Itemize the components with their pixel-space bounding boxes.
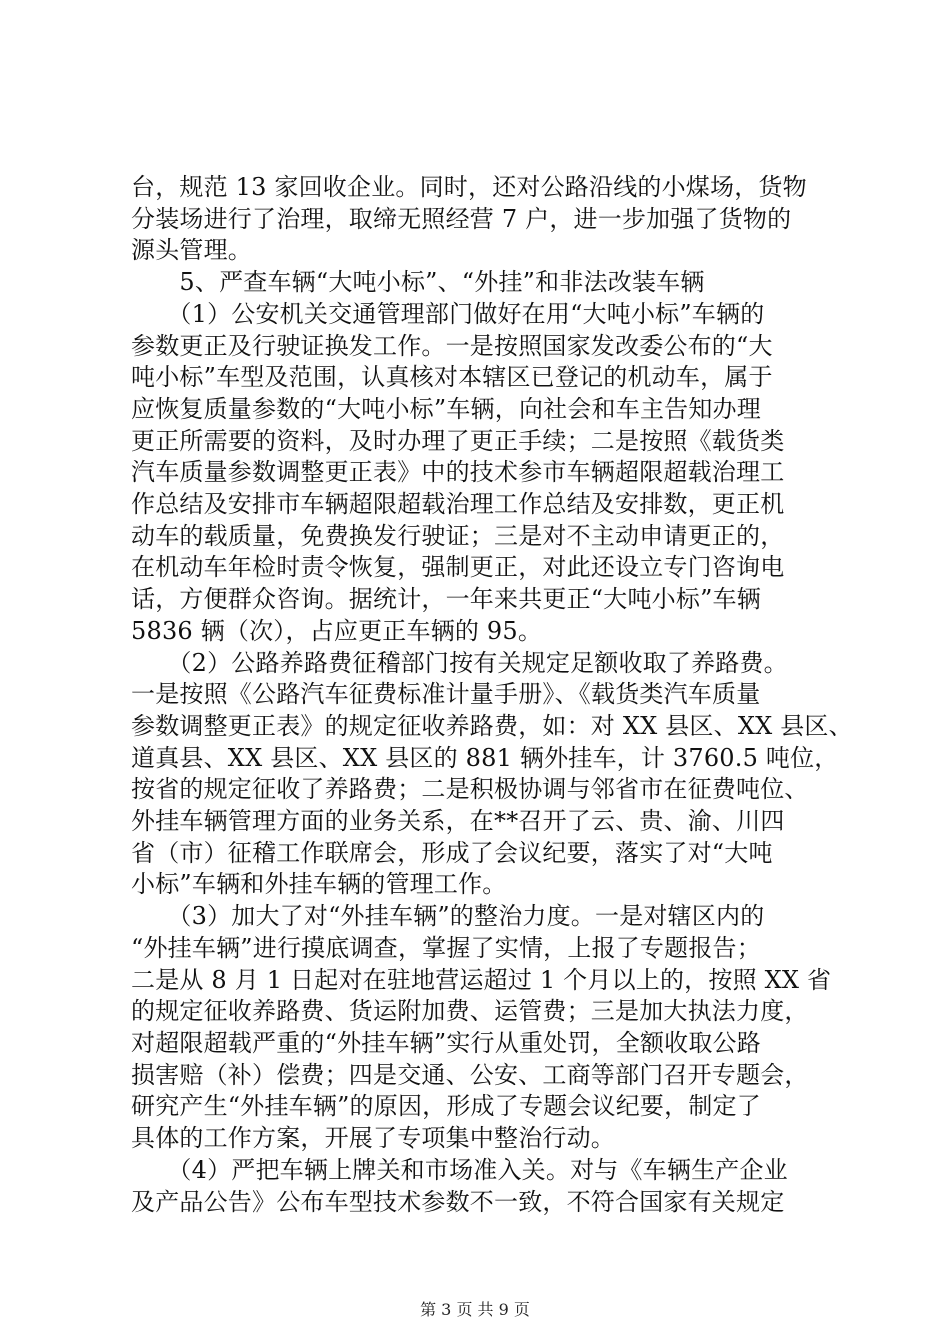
page-footer: 第 3 页 共 9 页 — [420, 1300, 530, 1319]
text-line: （1）公安机关交通管理部门做好在用“大吨小标”车辆的 — [131, 299, 765, 328]
document-body — [131, 172, 853, 1218]
text-line: 台，规范 13 家回收企业。同时，还对公路沿线的小煤场，货物 — [131, 173, 807, 201]
text-line: （3）加大了对“外挂车辆”的整治力度。一是对辖区内的 — [131, 902, 765, 931]
text-line: 具体的工作方案，开展了专项集中整治行动。 — [131, 1124, 615, 1153]
text-line: 更正所需要的资料，及时办理了更正手续；二是按照《载货类 — [131, 426, 785, 455]
text-line: 5、严查车辆“大吨小标”、“外挂”和非法改装车辆 — [131, 268, 705, 297]
text-line: 参数更正及行驶证换发工作。一是按照国家发改委公布的“大 — [131, 331, 773, 360]
text-line: 及产品公告》公布车型技术参数不一致，不符合国家有关规定 — [131, 1187, 785, 1216]
text-line: 作总结及安排市车辆超限超载治理工作总结及安排数，更正机 — [131, 490, 785, 519]
text-line: 的规定征收养路费、货运附加费、运管费；三是加大执法力度， — [131, 997, 809, 1026]
text-line: 按省的规定征收了养路费；二是积极协调与邻省市在征费吨位、 — [131, 775, 809, 804]
text-line: 二是从 8 月 1 日起对在驻地营运超过 1 个月以上的，按照 XX 省 — [131, 965, 832, 994]
text-line: 在机动车年检时责令恢复，强制更正，对此还设立专门咨询电 — [131, 553, 785, 582]
text-line: 参数调整更正表》的规定征收养路费，如：对 XX 县区、XX 县区、 — [131, 711, 853, 740]
text-line: “外挂车辆”进行摸底调查，掌握了实情，上报了专题报告； — [131, 933, 761, 962]
text-line: 一是按照《公路汽车征费标准计量手册》、《载货类汽车质量 — [131, 680, 761, 709]
text-line: 省（市）征稽工作联席会，形成了会议纪要，落实了对“大吨 — [131, 838, 773, 867]
text-line: 汽车质量参数调整更正表》中的技术参市车辆超限超载治理工 — [131, 458, 785, 487]
text-line: 小标”车辆和外挂车辆的管理工作。 — [131, 870, 507, 899]
text-line: （2）公路养路费征稽部门按有关规定足额收取了养路费。 — [131, 648, 788, 677]
text-line: 损害赔（补）偿费；四是交通、公安、工商等部门召开专题会， — [131, 1060, 809, 1089]
text-line: 吨小标”车型及范围，认真核对本辖区已登记的机动车，属于 — [131, 363, 773, 392]
text-line: （4）严把车辆上牌关和市场准入关。对与《车辆生产企业 — [131, 1155, 788, 1184]
text-line: 5836 辆（次），占应更正车辆的 95。 — [131, 616, 543, 645]
text-line: 道真县、XX 县区、XX 县区的 881 辆外挂车，计 3760.5 吨位， — [131, 743, 839, 772]
text-line: 源头管理。 — [131, 236, 252, 265]
text-line: 研究产生“外挂车辆”的原因，形成了专题会议纪要，制定了 — [131, 1092, 761, 1121]
text-line: 话，方便群众咨询。据统计，一年来共更正“大吨小标”车辆 — [131, 585, 761, 614]
text-line: 对超限超载严重的“外挂车辆”实行从重处罚，全额收取公路 — [131, 1028, 761, 1057]
text-line: 分装场进行了治理，取缔无照经营 7 户，进一步加强了货物的 — [131, 204, 792, 233]
text-line: 应恢复质量参数的“大吨小标”车辆，向社会和车主告知办理 — [131, 394, 761, 423]
text-line: 外挂车辆管理方面的业务关系，在**召开了云、贵、渝、川四 — [131, 807, 785, 836]
text-line: 动车的载质量，免费换发行驶证；三是对不主动申请更正的， — [131, 521, 785, 550]
